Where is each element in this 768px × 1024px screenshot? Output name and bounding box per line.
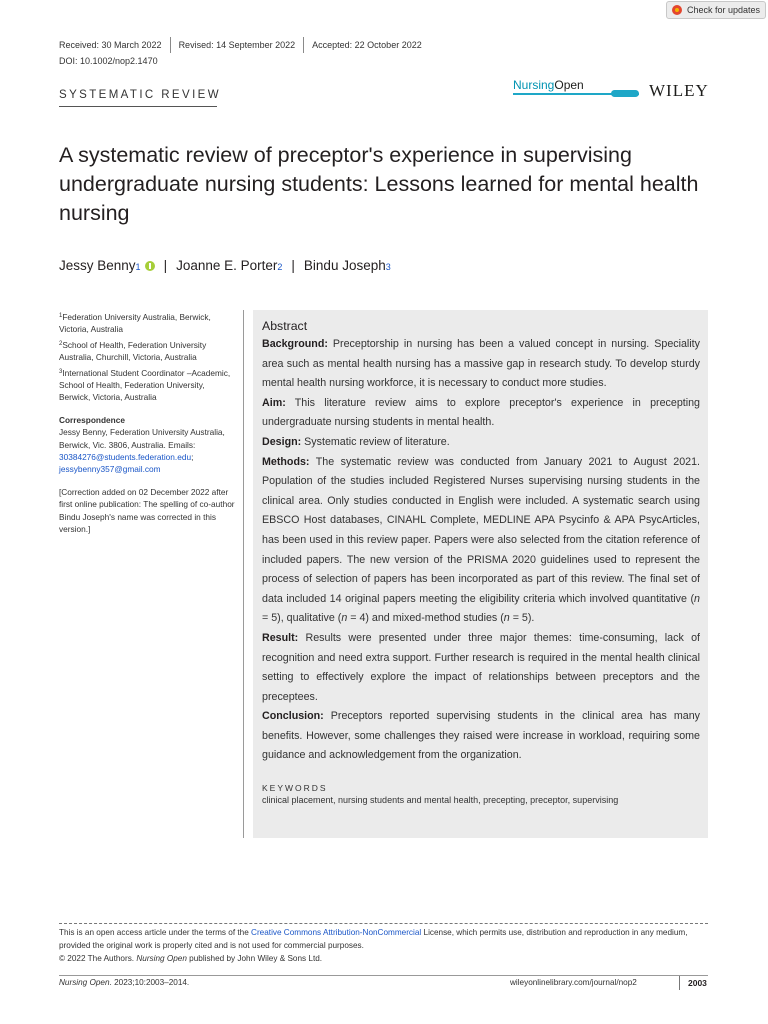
email-link[interactable]: 30384276@students.federation.edu: [59, 452, 192, 463]
keywords-list: clinical placement, nursing students and mental health, precepting, preceptor, supervising: [262, 795, 619, 806]
affiliation: $^1$Federation University Australia, Berwick, Victoria, Australia: [59, 312, 211, 335]
license-statement: [59, 926, 709, 965]
publisher-logo: WILEY: [649, 81, 709, 100]
orcid-icon[interactable]: [145, 261, 155, 271]
correspondence: Jessy Benny, Federation University Australia, Berwick, Vic. 3806, Australia. Emails: 30384276@students.federation.edu; jessybenny357@gmail.com: [59, 427, 225, 475]
email-link[interactable]: jessybenny357@gmail.com: [59, 464, 161, 475]
author-affiliation-ref[interactable]: 1: [135, 262, 141, 272]
column-divider: [243, 310, 244, 838]
journal-citation: Nursing Open. 2023;10:2003–2014.: [59, 978, 190, 987]
article-dates: [59, 37, 422, 53]
check-for-updates-button[interactable]: [666, 1, 766, 19]
open-access-icon: [611, 90, 639, 97]
abstract-result: Result: Results were presented under three major themes: time-consuming, lack of recognition and need extra support. Further research is required in the mental health clinical setting to effectively explore the impact of relationships between preceptors and the preceptees.: [262, 631, 700, 703]
date-divider: [303, 37, 304, 53]
keywords-heading: KEYWORDS: [262, 783, 328, 794]
revised-date: Revised: 14 September 2022: [178, 40, 296, 50]
author-name[interactable]: Bindu Joseph: [303, 258, 386, 273]
correction-note: [Correction added on 02 December 2022 after first online publication: The spelling of co-author Bindu Joseph's name was corrected in this version.]: [59, 486, 235, 535]
received-date: Received: 30 March 2022: [59, 40, 162, 50]
date-divider: [170, 37, 171, 53]
copyright-text: © 2022 The Authors. Nursing Open published by John Wiley & Sons Ltd.: [59, 954, 323, 963]
check-for-updates-label: Check for updates: [687, 5, 761, 15]
author-name[interactable]: Jessy Benny: [59, 258, 136, 273]
article-title: A systematic review of preceptor's experience in supervising undergraduate nursing students: Lessons learned for mental health nursing: [59, 143, 699, 225]
correspondence-heading: Correspondence: [59, 414, 125, 425]
journal-url[interactable]: wileyonlinelibrary.com/journal/nop2: [510, 978, 637, 987]
section-underline: [59, 106, 217, 107]
author-list: [59, 258, 391, 273]
abstract-conclusion: Conclusion: Preceptors reported supervising students in the clinical area has many benefits. However, some challenges they raised were increase in workload, requiring some guidance and acknowledgement from the organization.: [262, 710, 700, 762]
license-link[interactable]: Creative Commons Attribution-NonCommercial: [251, 928, 422, 937]
abstract-heading: Abstract: [262, 319, 308, 333]
bottom-divider: [59, 975, 708, 976]
abstract-methods: Methods: The systematic review was conducted from January 2021 to August 2021. Population of the studies included Registered Nurses supervising nursing students in the clinical area. Only studies conducted in English were included. A systematic search using EBSCO Host databases, CINAHL Complete, MEDLINE APA Psycinfo & APA PsycArticles, has been used in this review paper. Papers were also selected from the citation reference of included papers. The new version of the PRISMA 2020 guidelines used to represent the process of selection of papers has been incorporated as part of this review. The final set of data included 14 original papers meeting the eligibility criteria which involved quantitative (n = 5), qualitative (n = 4) and mixed-method studies (n = 5).: [262, 455, 700, 625]
abstract-design: Design: Systematic review of literature.: [262, 435, 450, 448]
journal-logo-text-a: Nursing: [513, 78, 555, 92]
affiliation: $^3$International Student Coordinator –Academic, School of Health, Federation University, Berwick, Victoria, Australia: [59, 367, 231, 403]
section-label: SYSTEMATIC REVIEW: [59, 89, 221, 101]
footer-divider: [59, 923, 708, 924]
author-affiliation-ref[interactable]: 3: [385, 262, 391, 272]
affiliations-column: [59, 310, 237, 538]
page-number-divider: [679, 976, 680, 990]
author-separator: |: [291, 258, 295, 273]
affiliation: $^2$School of Health, Federation University Australia, Churchill, Victoria, Australia: [59, 339, 207, 363]
journal-logo: [513, 76, 643, 98]
abstract-background: Background: Preceptorship in nursing has been a valued concept in nursing. Speciality area such as mental health nursing has a massive gap in research study. To develop sturdy mental health nursing workforce, it is necessary to conduct more studies.: [262, 338, 700, 390]
author-affiliation-ref[interactable]: 2: [277, 262, 283, 272]
abstract-box: [253, 310, 708, 838]
page-number: 2003: [688, 978, 707, 988]
accepted-date: Accepted: 22 October 2022: [312, 40, 422, 50]
crossmark-icon: [672, 5, 682, 15]
abstract-aim: Aim: This literature review aims to explore preceptor's experience in precepting undergraduate nursing students in mental health.: [262, 396, 700, 429]
author-separator: |: [163, 258, 168, 273]
doi: DOI: 10.1002/nop2.1470: [59, 56, 158, 66]
author-name[interactable]: Joanne E. Porter: [176, 258, 278, 273]
license-text: This is an open access article under the terms of the Creative Commons Attribution-NonCommercial License, which permits use, distribution and reproduction in any medium, provided the original work is properly cited and is not used for commercial purposes.: [59, 928, 688, 950]
journal-logo-text-b: Open: [554, 78, 584, 92]
